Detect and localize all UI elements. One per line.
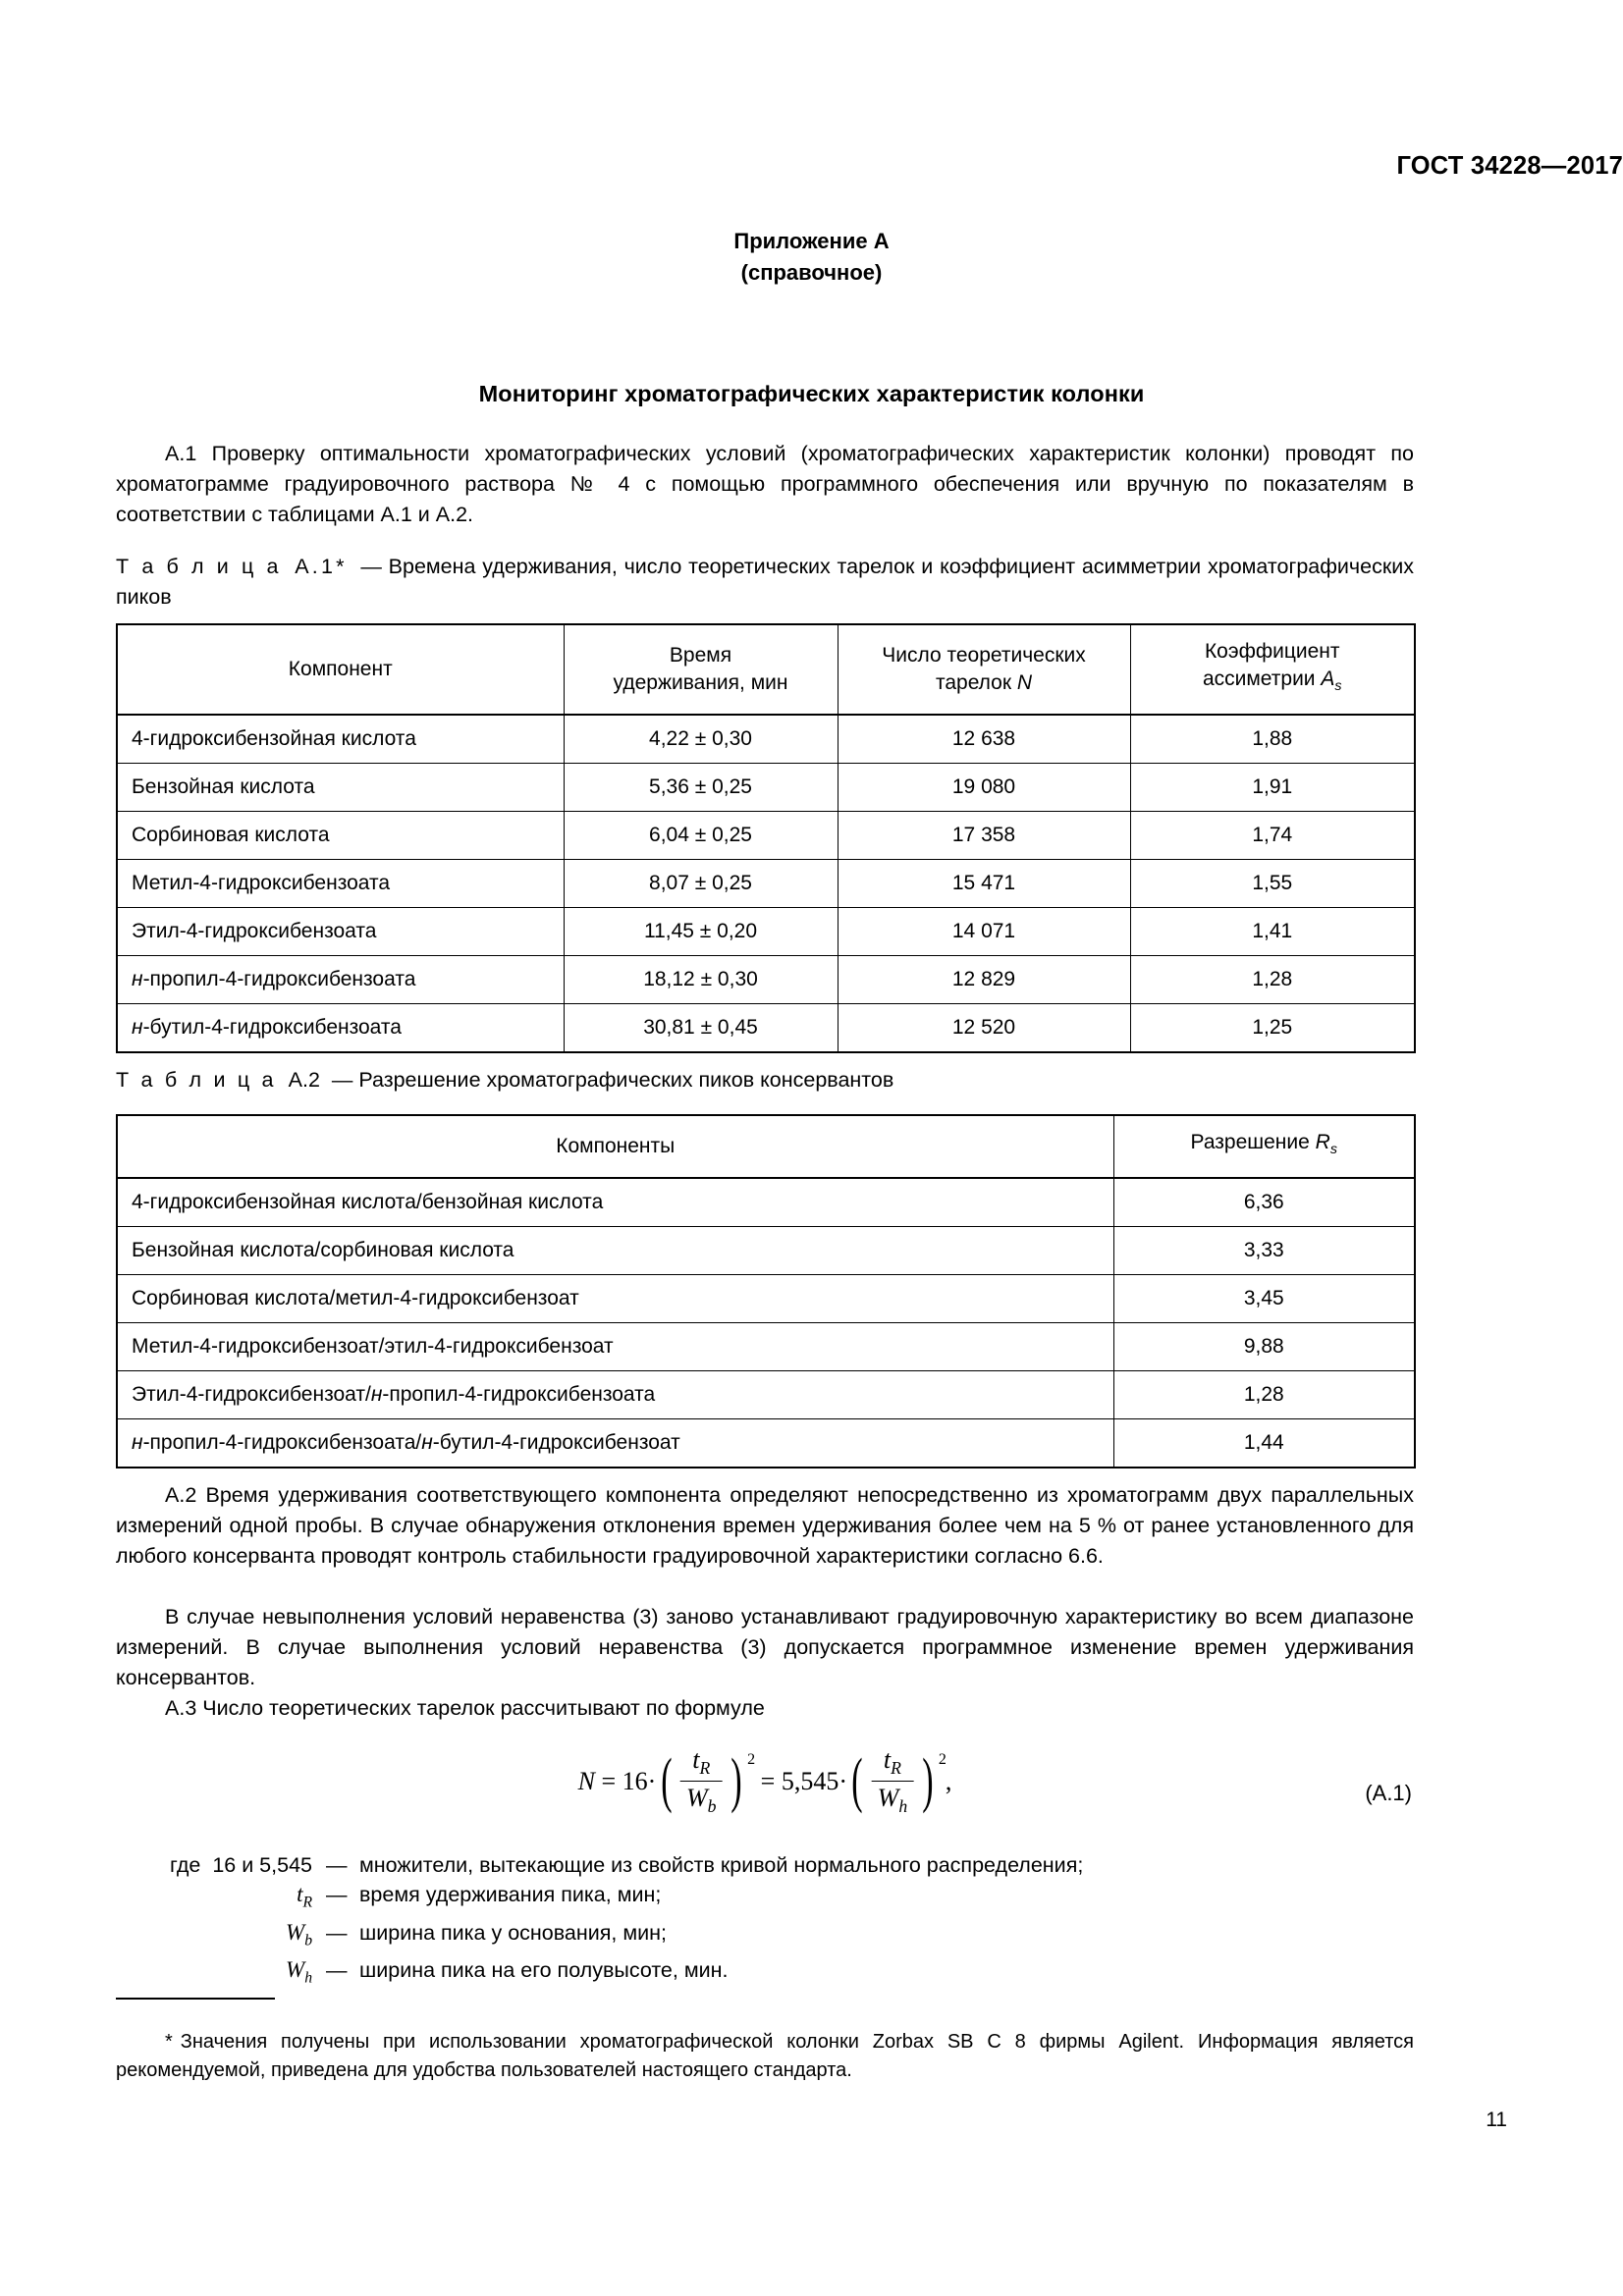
formula-dot-2: · [839, 1766, 848, 1795]
table-a1-cell-time: 18,12 ± 0,30 [564, 956, 838, 1004]
legend-text: множители, вытекающие из свойств кривой нормального распределения; [359, 1853, 1084, 1877]
document-header-standard-number: ГОСТ 34228—2017 [1396, 152, 1623, 180]
table-a1-col-component: Компонент [117, 624, 564, 715]
table-a2-row [117, 1419, 1415, 1468]
formula-fraction-2-numerator: $t_R$ [883, 1745, 901, 1779]
table-a1-cell-asymmetry: 1,25 [1130, 1004, 1415, 1053]
table-a1-cell-component: Сорбиновая кислота [117, 812, 564, 860]
legend-text: ширина пика у основания, мин; [359, 1920, 667, 1945]
legend-symbol-wb: $W_b$ [286, 1919, 312, 1949]
table-a1-cell-plates: 12 520 [838, 1004, 1130, 1053]
table-a1-caption-text: — Времена удерживания, число теоретических тарелок и коэффициент асимметрии хроматографических пиков [116, 555, 1415, 609]
formula-paren-open-2: ( [851, 1747, 864, 1815]
legend-item [116, 1955, 1414, 1994]
legend-symbol-tr: $t_R$ [297, 1882, 312, 1911]
table-a2-col-resolution: Разрешение $R_s$ [1113, 1115, 1415, 1178]
formula-a1 [578, 1745, 952, 1817]
footnote-text: Значения получены при использовании хроматографической колонки Zorbax SB C 8 фирмы Agilent. Информация является рекомендуемой, приведена для удобства пользователей настоящего стандарта. [116, 2031, 1414, 2081]
table-a1-row [117, 956, 1415, 1004]
table-a2-cell-resolution: 6,36 [1113, 1178, 1415, 1227]
legend-dash: — [326, 1958, 348, 1983]
table-a2-cell-components: Метил-4-гидроксибензоат/этил-4-гидроксибензоат [117, 1323, 1113, 1371]
table-a1-header-row [117, 624, 1415, 715]
table-a1-cell-plates: 12 638 [838, 715, 1130, 764]
table-a1-cell-plates: 14 071 [838, 908, 1130, 956]
appendix-title: Приложение А [733, 229, 890, 253]
table-a2-cell-components: н-пропил-4-гидроксибензоата/н-бутил-4-гидроксибензоат [117, 1419, 1113, 1468]
table-a2-cell-resolution: 3,45 [1113, 1275, 1415, 1323]
table-a2-cell-resolution: 3,33 [1113, 1227, 1415, 1275]
table-a1-row [117, 764, 1415, 812]
section-title: Мониторинг хроматографических характеристик колонки [478, 381, 1145, 406]
legend-item [116, 1880, 1414, 1918]
table-a1-col-time: Время удерживания, мин [564, 624, 838, 715]
table-a1-cell-plates: 12 829 [838, 956, 1130, 1004]
table-a1-cell-plates: 19 080 [838, 764, 1130, 812]
table-a1-cell-time: 5,36 ± 0,25 [564, 764, 838, 812]
table-a1-col-asymmetry: Коэффициент ассиметрии $A_s$ [1130, 624, 1415, 715]
formula-factor-16: 16 [622, 1766, 648, 1795]
table-a1-cell-time: 4,22 ± 0,30 [564, 715, 838, 764]
legend-item [116, 1918, 1414, 1956]
formula-dot-1: · [647, 1766, 657, 1795]
table-a1-cell-asymmetry: 1,74 [1130, 812, 1415, 860]
table-a1-cell-component: н-пропил-4-гидроксибензоата [117, 956, 564, 1004]
formula-equals-1: = [601, 1766, 617, 1795]
footnote [116, 2028, 1414, 2085]
table-a1-cell-component: Этил-4-гидроксибензоата [117, 908, 564, 956]
appendix-heading-block [0, 226, 1623, 289]
formula-a1-row [116, 1737, 1414, 1845]
legend-dash: — [326, 1920, 348, 1945]
table-a2-cell-resolution: 9,88 [1113, 1323, 1415, 1371]
table-a2-row [117, 1227, 1415, 1275]
table-a1-caption-number: А.1* [295, 555, 348, 578]
formula-paren-close-2: ) [921, 1747, 934, 1815]
table-a2-row [117, 1275, 1415, 1323]
table-a1-caption [116, 552, 1414, 613]
table-a1-cell-time: 11,45 ± 0,20 [564, 908, 838, 956]
legend-item [116, 1850, 1414, 1880]
table-a2-row [117, 1178, 1415, 1227]
table-a2-cell-components: Этил-4-гидроксибензоат/н-пропил-4-гидроксибензоата [117, 1371, 1113, 1419]
table-a2-cell-components: Бензойная кислота/сорбиновая кислота [117, 1227, 1113, 1275]
table-a1-cell-component: н-бутил-4-гидроксибензоата [117, 1004, 564, 1053]
table-a1 [116, 623, 1416, 1053]
paragraph-a1: А.1 Проверку оптимальности хроматографических условий (хроматографических характеристик колонки) проводят по хроматограмме градуировочного раствора № 4 с помощью программного обеспечения или вручную по показателям в соответствии с таблицами А.1 и А.2. [116, 442, 1414, 526]
formula-exponent-1: 2 [747, 1750, 756, 1768]
table-a2-cell-resolution: 1,44 [1113, 1419, 1415, 1468]
formula-exponent-2: 2 [938, 1750, 947, 1768]
legend-text: ширина пика на его полувысоте, мин. [359, 1958, 729, 1983]
formula-fraction-2-denominator: $W_h$ [872, 1781, 914, 1817]
table-a1-cell-component: Метил-4-гидроксибензоата [117, 860, 564, 908]
table-a1-cell-component: 4-гидроксибензойная кислота [117, 715, 564, 764]
formula-a1-number: (A.1) [1365, 1781, 1412, 1805]
table-a2-cell-resolution: 1,28 [1113, 1371, 1415, 1419]
table-a2-cell-components: Сорбиновая кислота/метил-4-гидроксибензоат [117, 1275, 1113, 1323]
appendix-subtitle: (справочное) [740, 259, 883, 285]
legend-symbol-constants [116, 1850, 326, 1880]
table-a1-row [117, 860, 1415, 908]
table-a1-row [117, 908, 1415, 956]
table-a2-header-row [117, 1115, 1415, 1178]
formula-factor-5545: 5,545 [781, 1766, 839, 1795]
table-a1-cell-time: 6,04 ± 0,25 [564, 812, 838, 860]
legend-dash: — [326, 1883, 348, 1906]
table-a1-cell-asymmetry: 1,28 [1130, 956, 1415, 1004]
legend-text: время удерживания пика, мин; [359, 1883, 662, 1906]
table-a2-row [117, 1323, 1415, 1371]
table-a1-cell-time: 8,07 ± 0,25 [564, 860, 838, 908]
footnote-separator-rule [116, 1998, 275, 2000]
table-a1-cell-component: Бензойная кислота [117, 764, 564, 812]
formula-fraction-2 [872, 1745, 914, 1817]
table-a1-col-plates: Число теоретических тарелок N [838, 624, 1130, 715]
table-a2-cell-components: 4-гидроксибензойная кислота/бензойная кислота [117, 1178, 1113, 1227]
table-a1-row [117, 812, 1415, 860]
table-a2-row [117, 1371, 1415, 1419]
paragraph-a3: А.3 Число теоретических тарелок рассчитывают по формуле [165, 1696, 765, 1720]
footnote-marker: * [165, 2031, 173, 2053]
formula-paren-open-1: ( [660, 1747, 673, 1815]
table-a2-caption-text: — Разрешение хроматографических пиков консервантов [331, 1068, 894, 1092]
table-a1-cell-asymmetry: 1,91 [1130, 764, 1415, 812]
table-a1-row [117, 715, 1415, 764]
legend-symbol-wh: $W_h$ [286, 1957, 312, 1987]
table-a2-col-components: Компоненты [117, 1115, 1113, 1178]
formula-paren-close-1: ) [730, 1747, 742, 1815]
table-a1-cell-time: 30,81 ± 0,45 [564, 1004, 838, 1053]
formula-lhs: N [577, 1766, 595, 1795]
formula-fraction-1-numerator: $t_R$ [692, 1745, 711, 1779]
legend-dash: — [326, 1853, 348, 1877]
table-a1-cell-asymmetry: 1,55 [1130, 860, 1415, 908]
table-a1-cell-asymmetry: 1,88 [1130, 715, 1415, 764]
legend-symbol-text: 16 и 5,545 [212, 1853, 312, 1877]
table-a1-caption-label: Т а б л и ц а [116, 555, 282, 578]
table-a2-caption-number: А.2 [288, 1068, 320, 1092]
table-a1-cell-asymmetry: 1,41 [1130, 908, 1415, 956]
paragraph-a2-continued: В случае невыполнения условий неравенства (3) заново устанавливают градуировочную характеристику во всем диапазоне измерений. В случае выполнения условий неравенства (3) допускается программное изменение времен удерживания консервантов. [116, 1605, 1414, 1689]
formula-legend [116, 1850, 1414, 1994]
paragraph-a2: А.2 Время удерживания соответствующего компонента определяют непосредственно из хроматограмм двух параллельных измерений одной пробы. В случае обнаружения отклонения времен удерживания более чем на 5 % от ранее установленного для любого консерванта проводят контроль стабильности градуировочной характеристики согласно 6.6. [116, 1483, 1414, 1568]
legend-intro-word: где [169, 1853, 201, 1877]
table-a1-cell-plates: 15 471 [838, 860, 1130, 908]
table-a2 [116, 1114, 1416, 1468]
table-a1-cell-plates: 17 358 [838, 812, 1130, 860]
table-a2-caption-label: Т а б л и ц а [116, 1068, 277, 1092]
formula-trailing-comma: , [945, 1766, 952, 1795]
page-number: 11 [1486, 2109, 1507, 2131]
table-a2-caption [116, 1065, 1414, 1095]
formula-equals-2: = [760, 1766, 776, 1795]
formula-fraction-1-denominator: $W_b$ [680, 1781, 723, 1817]
formula-fraction-1 [680, 1745, 723, 1817]
table-a1-row [117, 1004, 1415, 1053]
